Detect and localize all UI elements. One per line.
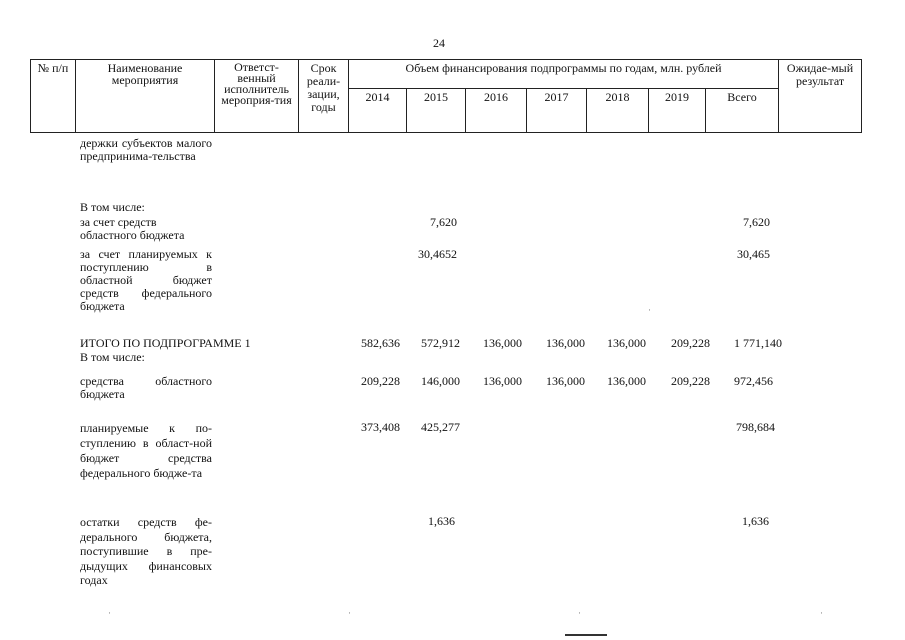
header-year-2015: 2015 — [407, 89, 466, 133]
subprogram-total-label: ИТОГО ПО ПОДПРОГРАММЕ 1 — [80, 336, 251, 350]
total-2017: 136,000 — [546, 336, 585, 350]
total-all: 1 771,140 — [734, 336, 782, 350]
regional-2019: 209,228 — [671, 374, 710, 388]
regional-2016: 136,000 — [483, 374, 522, 388]
regional-2015: 146,000 — [421, 374, 460, 388]
header-executor: Ответст-венный исполнитель мероприя-тия — [215, 60, 299, 133]
federal-2015: 30,4652 — [418, 247, 457, 261]
header-total: Всего — [706, 89, 779, 133]
scan-mark — [565, 634, 607, 636]
planned-2014: 373,408 — [361, 420, 400, 434]
remains-total: 1,636 — [742, 514, 769, 528]
total-2018: 136,000 — [607, 336, 646, 350]
scan-speck: · — [578, 608, 581, 618]
federal-total: 30,465 — [737, 247, 770, 261]
header-name: Наименование мероприятия — [76, 60, 215, 133]
including-label-2: В том числе: — [80, 350, 145, 364]
continued-label: держки субъектов малого предпринима-тельства — [80, 136, 212, 163]
federal-planned-label: за счет планируемых к поступлению в областной бюджет средств федерального бюджета — [80, 247, 212, 313]
header-year-2019: 2019 — [649, 89, 706, 133]
regional-2018: 136,000 — [607, 374, 646, 388]
header-year-2016: 2016 — [466, 89, 527, 133]
table-header — [30, 59, 862, 133]
total-2015: 572,912 — [421, 336, 460, 350]
planned-total: 798,684 — [736, 420, 775, 434]
scan-speck: · — [108, 608, 111, 618]
oblast-2015: 7,620 — [430, 215, 457, 229]
oblast-budget-label: за счет средств областного бюджета — [80, 215, 185, 242]
planned-federal-label: планируемые к по-ступлению в област-ной бюджет средства федерального бюдже-та — [80, 421, 212, 480]
header-result: Ожидае-мый результат — [779, 60, 862, 133]
regional-2014: 209,228 — [361, 374, 400, 388]
header-term: Срок реали-зации, годы — [299, 60, 349, 133]
scan-speck: · — [820, 608, 823, 618]
total-2014: 582,636 — [361, 336, 400, 350]
header-num: № п/п — [31, 60, 76, 133]
federal-remains-label: остатки средств фе-дерального бюджета, поступившие в пре-дыдущих финансовых годах — [80, 515, 212, 587]
total-2016: 136,000 — [483, 336, 522, 350]
regional-2017: 136,000 — [546, 374, 585, 388]
oblast-total: 7,620 — [743, 215, 770, 229]
scan-speck: · — [348, 608, 351, 618]
header-year-2018: 2018 — [587, 89, 649, 133]
total-2019: 209,228 — [671, 336, 710, 350]
header-year-2014: 2014 — [349, 89, 407, 133]
header-financing: Объем финансирования подпрограммы по годам, млн. рублей — [349, 60, 779, 89]
page-number: 24 — [433, 36, 445, 50]
regional-budget-label: средства областного бюджета — [80, 374, 212, 401]
regional-total: 972,456 — [734, 374, 773, 388]
planned-2015: 425,277 — [421, 420, 460, 434]
header-year-2017: 2017 — [527, 89, 587, 133]
including-label: В том числе: — [80, 200, 145, 214]
remains-2015: 1,636 — [428, 514, 455, 528]
scan-speck: · — [648, 305, 651, 315]
